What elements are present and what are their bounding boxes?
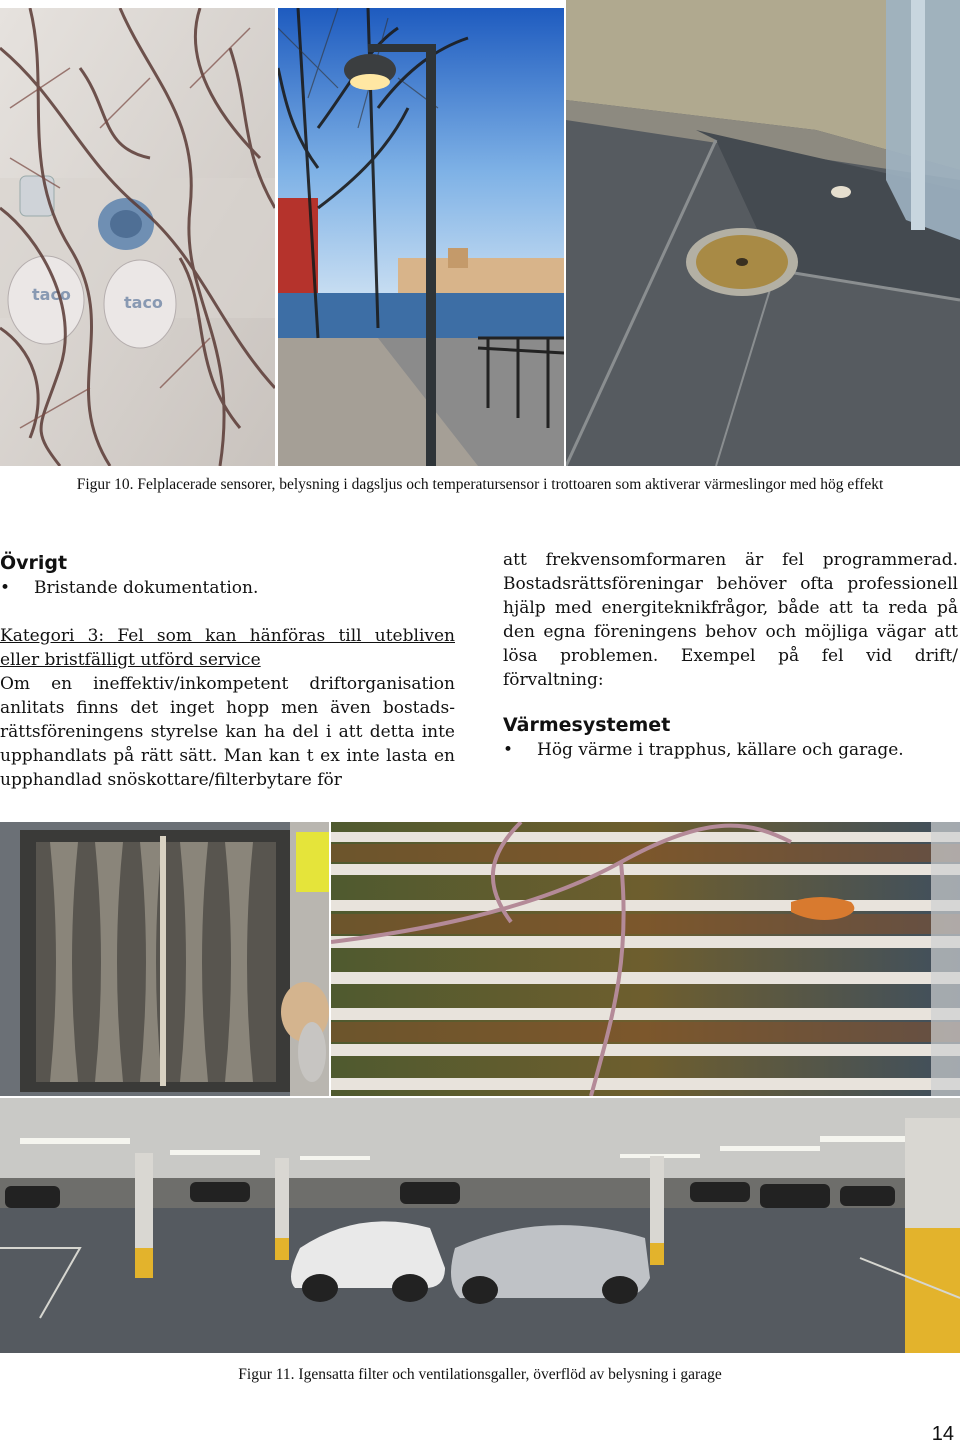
paragraph-service: Om en ineffektiv/inkompetent driftorganisation anlitats finns det inget hopp men även bostads-rättsföreningens styrelse kan ha del i att detta inte upphandlats på rätt sätt. Man kan t ex inte lasta en upphandlad snöskottare/filterbytare för xyxy=(0,674,455,790)
section-heading-varmesystemet: Värmesystemet xyxy=(503,714,671,736)
bullet-item xyxy=(503,738,958,762)
bullet-symbol: • xyxy=(0,578,11,598)
photo-wall-sensors xyxy=(0,8,275,466)
left-text-column xyxy=(0,550,455,792)
bullet-symbol: • xyxy=(503,740,514,760)
photo-pavement-sensor xyxy=(566,0,960,466)
category-heading-line-1: Kategori 3: Fel som kan hänföras till utebliven xyxy=(0,626,455,646)
bullet-text-documentation: Bristande dokumentation. xyxy=(34,578,259,598)
photo-parking-garage xyxy=(0,1098,960,1353)
photo-ventilation-grille xyxy=(331,822,960,1096)
section-heading-ovrigt: Övrigt xyxy=(0,552,68,574)
sensor-brand-text-2: taco xyxy=(124,293,163,312)
photo-street-lamp xyxy=(278,8,564,466)
figure-10-caption: Figur 10. Felplacerade sensorer, belysning i dagsljus och temperatursensor i trottoaren som aktiverar värmeslingor med hög effekt xyxy=(76,476,884,493)
bullet-item xyxy=(0,576,455,600)
sensor-brand-text-1: taco xyxy=(32,285,71,304)
figure-11-caption: Figur 11. Igensatta filter och ventilationsgaller, överflöd av belysning i garage xyxy=(238,1366,722,1383)
paragraph-continued: att frekvensomformaren är fel programmerad. Bostadsrättsföreningar behöver ofta professionell hjälp med energiteknikfrågor, både att ta reda på den egna föreningens behov och möjliga vägar att lösa problemen. Exempel på fel vid drift/ förvaltning: xyxy=(503,550,958,690)
photo-clogged-filter xyxy=(0,822,329,1096)
category-heading-line-2: eller bristfälligt utförd service xyxy=(0,650,261,670)
page-number: 14 xyxy=(931,1423,954,1445)
right-text-column xyxy=(503,548,958,762)
bullet-text-heat: Hög värme i trapphus, källare och garage. xyxy=(537,740,904,760)
